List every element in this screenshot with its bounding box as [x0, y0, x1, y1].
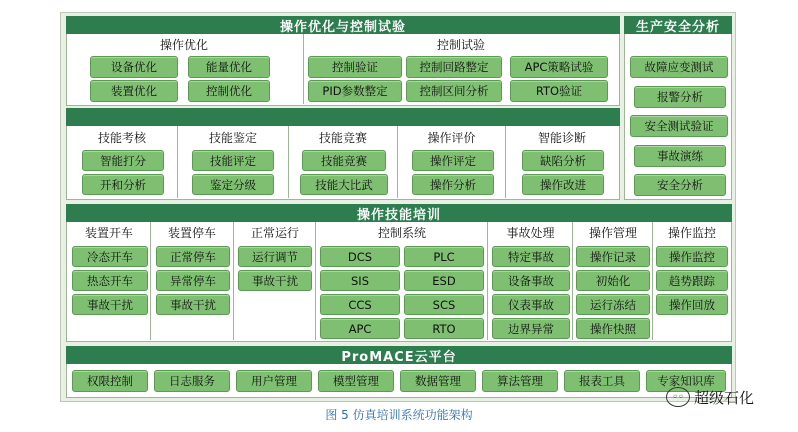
shutdown-item: 事故干扰 [156, 294, 230, 315]
normal-run-item: 事故干扰 [238, 270, 312, 291]
platform-item: 用户管理 [236, 370, 312, 392]
training-divider [150, 222, 151, 340]
figure-caption: 图 5 仿真培训系统功能架构 [325, 408, 473, 422]
platform-item: 算法管理 [482, 370, 558, 392]
safety-panel [624, 16, 732, 200]
op-mgmt-item: 初始化 [576, 270, 650, 291]
skill-item: 开和分析 [82, 174, 164, 195]
op-mgmt-item: 操作快照 [576, 318, 650, 339]
safety-item: 事故演练 [634, 145, 726, 167]
platform-item: 数据管理 [400, 370, 476, 392]
accident-title: 事故处理 [506, 225, 555, 240]
control-system-item: SIS [320, 270, 400, 291]
skill-divider [505, 126, 506, 198]
training-divider [572, 222, 573, 340]
accident-item: 仪表事故 [492, 294, 570, 315]
control-system-item: PLC [404, 246, 484, 267]
safety-item: 安全分析 [634, 174, 726, 196]
skill-item: 智能打分 [82, 150, 164, 171]
platform-item: 权限控制 [72, 370, 148, 392]
safety-item: 报警分析 [634, 86, 726, 108]
platform-item: 报表工具 [564, 370, 640, 392]
op-monitor-item: 趋势跟踪 [656, 270, 728, 291]
skill-divider [288, 126, 289, 198]
normal-run-title: 正常运行 [250, 225, 299, 240]
accident-item: 特定事故 [492, 246, 570, 267]
platform-item: 日志服务 [154, 370, 230, 392]
startup-item: 冷态开车 [72, 246, 148, 267]
opt-group-title: 操作优化 [159, 37, 208, 52]
control-test-item: RTO验证 [510, 80, 608, 102]
startup-item: 事故干扰 [72, 294, 148, 315]
op-mgmt-item: 运行冻结 [576, 294, 650, 315]
op-mgmt-title: 操作管理 [588, 225, 637, 240]
shutdown-item: 正常停车 [156, 246, 230, 267]
control-system-item: RTO [404, 318, 484, 339]
skill-item: 技能评定 [192, 150, 274, 171]
op-mgmt-item: 操作记录 [576, 246, 650, 267]
control-system-item: SCS [404, 294, 484, 315]
control-system-item: ESD [404, 270, 484, 291]
skill-item: 操作评定 [412, 150, 494, 171]
control-test-item: PID参数整定 [308, 80, 402, 102]
skill-item: 技能竞赛 [302, 150, 386, 171]
skill-group-title: 技能竞赛 [318, 130, 367, 145]
training-divider [233, 222, 234, 340]
op-monitor-item: 操作回放 [656, 294, 728, 315]
control-test-item: 控制验证 [308, 56, 402, 78]
skill-group-title: 智能诊断 [537, 130, 586, 145]
control-system-item: CCS [320, 294, 400, 315]
skill-item: 缺陷分析 [522, 150, 604, 171]
training-header: 操作技能培训 [66, 204, 732, 222]
accident-item: 边界异常 [492, 318, 570, 339]
skill-group-title: 技能鉴定 [208, 130, 257, 145]
accident-item: 设备事故 [492, 270, 570, 291]
opt-item: 设备优化 [90, 56, 178, 78]
startup-item: 热态开车 [72, 270, 148, 291]
control-test-item: 控制回路整定 [406, 56, 502, 78]
watermark-text: 超级石化 [694, 388, 755, 407]
op-monitor-title: 操作监控 [667, 225, 716, 240]
opt-item: 装置优化 [90, 80, 178, 102]
training-divider [315, 222, 316, 340]
skill-item: 鉴定分级 [192, 174, 274, 195]
optimization-header: 操作优化与控制试验 [66, 16, 620, 34]
skill-group-title: 技能考核 [97, 130, 146, 145]
skill-group-title: 操作评价 [427, 130, 476, 145]
shutdown-item: 异常停车 [156, 270, 230, 291]
platform-item: 模型管理 [318, 370, 394, 392]
safety-item: 安全测试验证 [630, 115, 728, 137]
control-test-title: 控制试验 [436, 37, 485, 52]
control-system-item: APC [320, 318, 400, 339]
platform-item: 专家知识库 [646, 370, 726, 392]
safety-item: 故障应变测试 [630, 56, 728, 78]
safety-header: 生产安全分析 [624, 16, 732, 34]
opt-item: 控制优化 [188, 80, 270, 102]
skill-item: 操作分析 [412, 174, 494, 195]
optimization-divider [303, 34, 304, 104]
control-system-item: DCS [320, 246, 400, 267]
wechat-icon: ◦◦ [666, 387, 690, 407]
skill-divider [397, 126, 398, 198]
control-test-item: 控制区间分析 [406, 80, 502, 102]
control-test-item: APC策略试验 [510, 56, 608, 78]
control-system-title: 控制系统 [377, 225, 426, 240]
skill-divider [177, 126, 178, 198]
opt-item: 能量优化 [188, 56, 270, 78]
normal-run-item: 运行调节 [238, 246, 312, 267]
skill-item: 操作改进 [522, 174, 604, 195]
platform-header: ProMACE云平台 [66, 346, 732, 364]
training-divider [652, 222, 653, 340]
skill-header-bar [66, 108, 620, 126]
training-divider [487, 222, 488, 340]
op-monitor-item: 操作监控 [656, 246, 728, 267]
skill-item: 技能大比武 [300, 174, 388, 195]
startup-title: 装置开车 [84, 225, 133, 240]
shutdown-title: 装置停车 [167, 225, 216, 240]
